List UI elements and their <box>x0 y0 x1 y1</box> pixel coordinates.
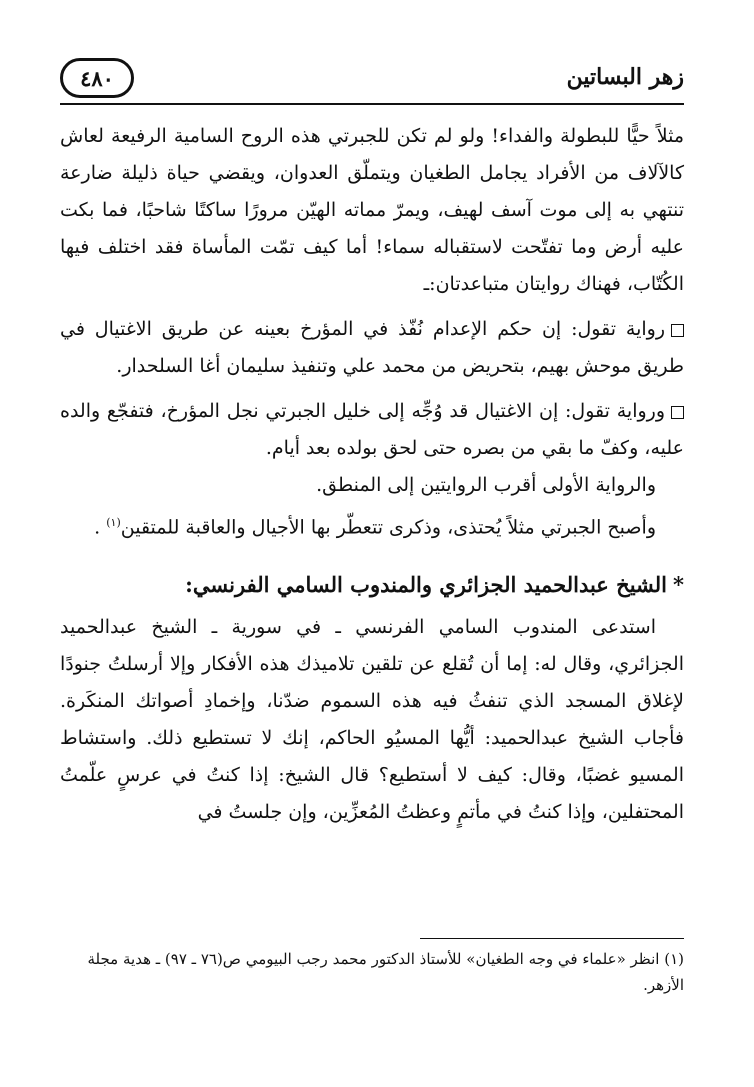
paragraph-2 <box>60 311 684 385</box>
paragraph-2-text: رواية تقول: إن حكم الإعدام نُفّذ في المؤرخ بعينه عن طريق الاغتيال في طريق موحش بهيم، بتحريض من محمد علي وتنفيذ سليمان أغا السلحدار. <box>60 318 684 377</box>
star-icon: * <box>673 572 684 598</box>
running-title: زهر البساتين <box>566 64 684 90</box>
main-text <box>60 118 684 831</box>
square-bullet-icon <box>671 406 684 419</box>
footnote-reference[interactable]: (١) <box>106 516 121 529</box>
header-rule <box>60 103 684 105</box>
paragraph-5 <box>60 504 684 546</box>
section-heading-text: الشيخ عبدالحميد الجزائري والمندوب السامي الفرنسي: <box>185 572 668 598</box>
footnote: (١) انظر «علماء في وجه الطغيان» للأستاذ الدكتور محمد رجب البيومي ص(٧٦ ـ ٩٧) ـ هدية مجلة الأزهر. <box>87 950 684 994</box>
footnote-rule <box>420 938 684 939</box>
section-heading <box>60 566 684 603</box>
square-bullet-icon <box>671 324 684 337</box>
paragraph-3 <box>60 393 684 467</box>
paragraph-4: والرواية الأولى أقرب الروايتين إلى المنطق. <box>316 474 656 496</box>
paragraph-5-text: وأصبح الجبرتي مثلاً يُحتذى، وذكرى تتعطّر بها الأجيال والعاقبة للمتقين <box>120 516 656 539</box>
paragraph-6: استدعى المندوب السامي الفرنسي ـ في سورية ـ الشيخ عبدالحميد الجزائري، وقال له: إما أن تُقلع عن تلقين تلاميذك هذه الأفكار وإلا أرسلتُ جنودًا لإغلاق المسجد الذي تنفثُ فيه هذه السموم ضدّنا، وإخمادِ أصواتك المنكَرة. فأجاب الشيخ عبدالحميد: أيُّها المسيُو الحاكم، إنك لا تستطيع ذلك. واستشاط المسيو غضبًا، وقال: كيف لا أستطيع؟ قال الشيخ: إذا كنتُ في عرسٍ علّمتُ المحتفلين، وإذا كنتُ في مأتمٍ وعظتُ المُعزِّين، وإن جلستُ في <box>60 616 685 824</box>
paragraph-3-text: ورواية تقول: إن الاغتيال قد وُجِّه إلى خليل الجبرتي نجل المؤرخ، فتفجّع والده عليه، وكفّ ما بقي من بصره حتى لحق بولده بعد أيام. <box>60 400 684 459</box>
paragraph-1: مثلاً حيًّا للبطولة والفداء! ولو لم تكن للجبرتي هذه الروح السامية الرفيعة لعاش كالآلاف من الأفراد يجامل الطغيان ويتملّق العدوان، ويقضي حياة ذليلة ضارعة تنتهي به إلى موت آسف لهيف، ويمرّ مماته الهيّن مرورًا ساكتًا شاحبًا، فما بكت عليه أرض وما تفتّحت لاستقباله سماء! أما كيف تمّت المأساة فقد اختلف فيها الكُتّاب، فهناك روايتان متباعدتان:ـ <box>60 125 684 295</box>
paragraph-5-end: . <box>94 516 107 539</box>
page-header <box>60 58 684 102</box>
page-number: ٤٨٠ <box>60 58 134 98</box>
